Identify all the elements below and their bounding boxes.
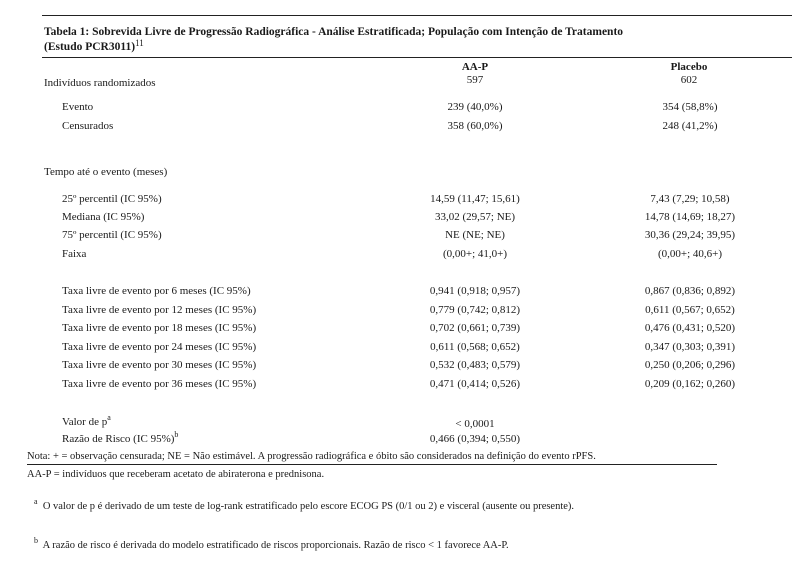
row-label-censurados: Censurados bbox=[62, 120, 114, 132]
table-note: Nota: + = observação censurada; NE = Não estimável. A progressão radiográfica e óbito são considerados na definição do evento rPFS. bbox=[27, 451, 596, 462]
title-line1: Tabela 1: Sobrevida Livre de Progressão Radiográfica - Análise Estratificada; População com Intenção de Tratamento bbox=[44, 26, 624, 38]
cell-evento-aap: 239 (40,0%) bbox=[447, 101, 503, 113]
p-value-footnote-mark: a bbox=[107, 413, 111, 422]
hr-footnote-mark: b bbox=[174, 430, 179, 439]
hr-label-text: Razão de Risco (IC 95%) bbox=[62, 433, 175, 445]
cell-rate-6-aap: 0,941 (0,918; 0,957) bbox=[429, 285, 521, 297]
cell-faixa-aap: (0,00+; 41,0+) bbox=[442, 248, 508, 260]
column-header-aap: AA-P bbox=[461, 61, 489, 73]
row-label-rate-6: Taxa livre de evento por 6 meses (IC 95%) bbox=[62, 285, 251, 297]
cell-p25-placebo: 7,43 (7,29; 10,58) bbox=[650, 193, 730, 205]
cell-rate-36-aap: 0,471 (0,414; 0,526) bbox=[429, 378, 521, 390]
cell-faixa-placebo: (0,00+; 40,6+) bbox=[657, 248, 723, 260]
cell-rate-18-aap: 0,702 (0,661; 0,739) bbox=[429, 322, 521, 334]
hr-value: 0,466 (0,394; 0,550) bbox=[429, 433, 521, 445]
footnote-a bbox=[34, 497, 575, 513]
cell-evento-placebo: 354 (58,8%) bbox=[662, 101, 718, 113]
aap-definition: AA-P = indivíduos que receberam acetato de abiraterona e prednisona. bbox=[27, 469, 325, 480]
top-rule bbox=[42, 15, 792, 16]
row-label-p25: 25º percentil (IC 95%) bbox=[62, 193, 162, 205]
cell-mediana-aap: 33,02 (29,57; NE) bbox=[434, 211, 516, 223]
row-label-p75: 75º percentil (IC 95%) bbox=[62, 229, 162, 241]
cell-p75-aap: NE (NE; NE) bbox=[445, 229, 505, 241]
row-label-mediana: Mediana (IC 95%) bbox=[62, 211, 145, 223]
footnote-b-mark: b bbox=[34, 536, 38, 545]
row-label-rate-12: Taxa livre de evento por 12 meses (IC 95%) bbox=[62, 304, 257, 316]
footnote-a-text: O valor de p é derivado de um teste de log-rank estratificado pelo escore ECOG PS (0/1 ou 2) e visceral (ausente ou presente). bbox=[42, 501, 575, 512]
cell-p75-placebo: 30,36 (29,24; 39,95) bbox=[644, 229, 736, 241]
hr-label bbox=[62, 430, 179, 446]
cell-censurados-aap: 358 (60,0%) bbox=[447, 120, 503, 132]
cell-rate-12-placebo: 0,611 (0,567; 0,652) bbox=[645, 304, 735, 316]
randomized-label: Indivíduos randomizados bbox=[44, 77, 156, 89]
p-value-label-text: Valor de p bbox=[62, 416, 108, 428]
footnote-b-text: A razão de risco é derivada do modelo estratificado de riscos proporcionais. Razão de risco < 1 favorece AA-P. bbox=[42, 540, 509, 551]
cell-rate-24-aap: 0,611 (0,568; 0,652) bbox=[430, 341, 520, 353]
p-value: < 0,0001 bbox=[455, 418, 495, 430]
cell-p25-aap: 14,59 (11,47; 15,61) bbox=[430, 193, 520, 205]
row-label-evento: Evento bbox=[62, 101, 94, 113]
row-label-rate-30: Taxa livre de evento por 30 meses (IC 95%) bbox=[62, 359, 257, 371]
time-section-label: Tempo até o evento (meses) bbox=[44, 166, 168, 178]
row-label-faixa: Faixa bbox=[62, 248, 87, 260]
column-header-placebo: Placebo bbox=[670, 61, 708, 73]
title-line2: (Estudo PCR3011) bbox=[44, 41, 136, 53]
column-n-aap: 597 bbox=[466, 74, 484, 86]
table-title-line2 bbox=[44, 38, 144, 54]
title-rule bbox=[42, 57, 792, 58]
row-label-rate-24: Taxa livre de evento por 24 meses (IC 95%) bbox=[62, 341, 257, 353]
footnote-a-mark: a bbox=[34, 497, 38, 506]
row-label-rate-18: Taxa livre de evento por 18 meses (IC 95%) bbox=[62, 322, 257, 334]
cell-rate-30-aap: 0,532 (0,483; 0,579) bbox=[429, 359, 521, 371]
p-value-label bbox=[62, 413, 111, 429]
column-n-placebo: 602 bbox=[680, 74, 698, 86]
cell-mediana-placebo: 14,78 (14,69; 18,27) bbox=[644, 211, 736, 223]
cell-censurados-placebo: 248 (41,2%) bbox=[662, 120, 718, 132]
cell-rate-6-placebo: 0,867 (0,836; 0,892) bbox=[644, 285, 736, 297]
footnote-b bbox=[34, 536, 509, 552]
cell-rate-36-placebo: 0,209 (0,162; 0,260) bbox=[644, 378, 736, 390]
cell-rate-12-aap: 0,779 (0,742; 0,812) bbox=[429, 304, 521, 316]
cell-rate-24-placebo: 0,347 (0,303; 0,391) bbox=[644, 341, 736, 353]
table-title bbox=[44, 26, 623, 39]
title-reference: 11 bbox=[135, 38, 144, 48]
cell-rate-18-placebo: 0,476 (0,431; 0,520) bbox=[644, 322, 736, 334]
note-rule bbox=[27, 464, 717, 465]
cell-rate-30-placebo: 0,250 (0,206; 0,296) bbox=[644, 359, 736, 371]
row-label-rate-36: Taxa livre de evento por 36 meses (IC 95%) bbox=[62, 378, 257, 390]
